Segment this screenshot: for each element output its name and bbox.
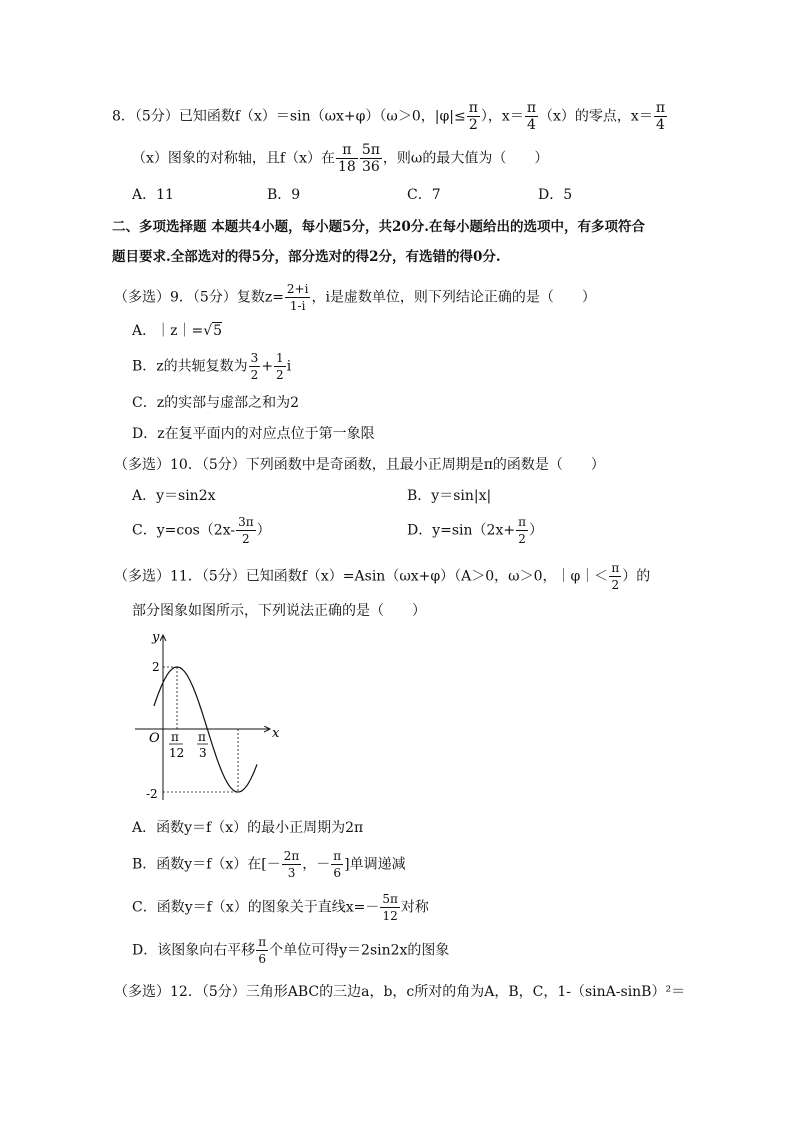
tick2-den: 3	[199, 746, 207, 760]
q11-stem-line2: 部分图象如图所示，下列说法正确的是（ ）	[132, 603, 426, 619]
q10-stem: （多选）10．（5分）下列函数中是奇函数，且最小正周期是π的函数是（ ）	[114, 457, 605, 473]
q8-option-b: B．9	[267, 187, 301, 203]
q8-frac-pi-4b: $\frac{\pi}{4}$	[655, 100, 666, 133]
q10-option-d: D．y=sin（2x+ $\frac{\pi}{2}$ ）	[407, 515, 543, 546]
y-min-label: -2	[146, 787, 158, 801]
q9-stem: （多选）9．（5分）复数z= $\frac{2+i}{1-i}$ ，i是虚数单位，则下列结论正确的是（ ）	[114, 282, 596, 313]
y-axis-label: y	[152, 630, 160, 645]
q10-option-c: C．y=cos（2x- $\frac{3\pi}{2}$ ）	[132, 515, 271, 546]
tick2-num: π	[198, 730, 206, 744]
section2-heading-line2: 题目要求.全部选对的得5分，部分选对的得2分，有选错的得0分.	[112, 249, 501, 265]
q8-frac-5pi-36: $\frac{5\pi}{36}$	[361, 142, 380, 175]
q11-option-d: D．该图象向右平移 $\frac{\pi}{6}$ 个单位可得y＝2sin2x的图象	[132, 935, 450, 966]
q9-option-c: C．z的实部与虚部之和为2	[132, 395, 299, 411]
q11-option-a: A．函数y＝f（x）的最小正周期为2π	[132, 820, 364, 836]
q8-frac-pi-2: $\frac{\pi}{2}$	[468, 100, 478, 133]
q8-option-a: A．11	[132, 187, 174, 203]
q8-frac-pi-4: $\frac{\pi}{4}$	[526, 100, 537, 133]
tick1-num: π	[171, 730, 179, 744]
q8-text-b: ），x＝	[480, 108, 524, 125]
q8-prefix: 8．（5分）已知函数	[112, 108, 235, 125]
q10-option-a: A．y＝sin2x	[132, 488, 216, 504]
q8-function: f（x）＝sin（ωx+φ）（ω＞0，|φ|≤	[234, 108, 466, 125]
q11-graph	[130, 625, 290, 805]
q9-option-b: B．z的共轭复数为 $\frac{3}{2}$ + $\frac{1}{2}$ i	[132, 351, 292, 382]
q11-option-c: C．函数y＝f（x）的图象关于直线x=－ $\frac{5\pi}{12}$ 对称	[132, 892, 429, 923]
q9-option-a: A．｜z｜=√5	[132, 323, 223, 339]
q10-option-b: B．y＝sin|x|	[407, 488, 492, 504]
q8-frac-pi-18: $\frac{\pi}{18}$	[337, 142, 356, 175]
q8-option-c: C．7	[407, 187, 441, 203]
x-axis-label: x	[272, 726, 280, 741]
q8-option-d: D．5	[538, 187, 573, 203]
q8-line2: （x）图象的对称轴，且f（x）在 $\frac{\pi}{18}$ $\frac{5\pi}{36}$ ，则ω的最大值为（ ）	[132, 142, 549, 175]
q11-option-b: B．函数y＝f（x）在[－ $\frac{2\pi}{3}$ ，－ $\frac{\pi}{6}$ ]单调递减	[132, 849, 406, 880]
q8-line1	[112, 100, 668, 133]
q11-stem-line1: （多选）11．（5分）已知函数f（x）=Asin（ωx+φ）（A＞0，ω＞0，｜φ｜＜ $\frac{\pi}{2}$ ）的	[114, 561, 651, 592]
origin-label: O	[149, 731, 160, 746]
q8-text-c: （x）的零点，x＝	[539, 108, 653, 125]
q9-frac: $\frac{2+i}{1-i}$	[286, 282, 309, 313]
q12-stem: （多选）12．（5分）三角形ABC的三边a，b，c所对的角为A，B，C，1-（sinA-sinB）²＝	[114, 984, 686, 1000]
q9-option-d: D．z在复平面内的对应点位于第一象限	[132, 426, 375, 442]
tick1-den: 12	[169, 746, 185, 760]
y-max-label: 2	[152, 660, 160, 674]
section2-heading-line1: 二、多项选择题 本题共4小题，每小题5分，共20分.在每小题给出的选项中，有多项符合	[112, 219, 645, 235]
